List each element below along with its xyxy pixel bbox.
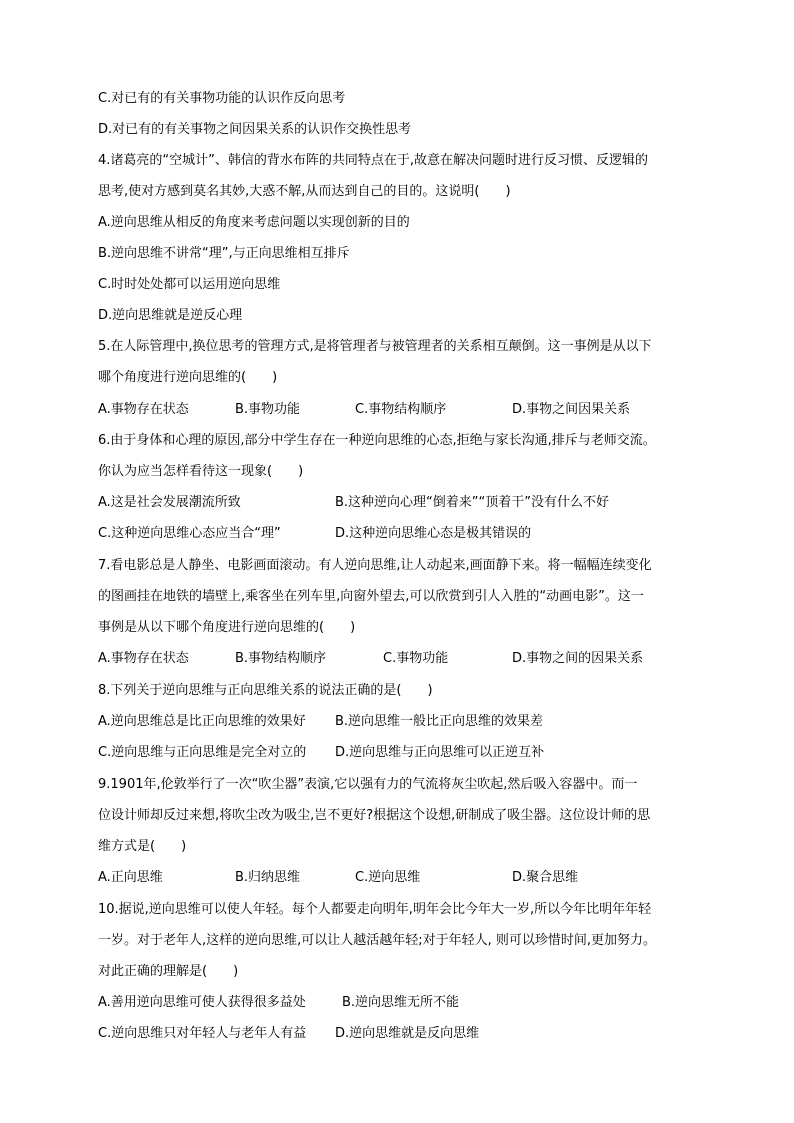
q9-stem-line-3: 维方式是( ) [98,839,187,854]
q7-option-a: A.事物存在状态 [98,651,189,666]
q9-option-d: D.聚合思维 [512,870,579,885]
q10-option-c: C.逆向思维只对年轻人与老年人有益 [98,1026,307,1041]
q6-option-b: B.这种逆向心理“倒着来”“顶着干”没有什么不好 [335,495,609,510]
q6-option-d: D.这种逆向思维心态是极其错误的 [335,526,532,541]
q10-option-d: D.逆向思维就是反向思维 [335,1026,480,1041]
q7-option-d: D.事物之间的因果关系 [512,651,644,666]
q10-stem-line-1: 10.据说,逆向思维可以使人年轻。每个人都要走向明年,明年会比今年大一岁,所以今年比明年年轻 [98,902,652,917]
q10-stem-line-2: 一岁。对于老年人,这样的逆向思维,可以让人越活越年轻;对于年轻人, 则可以珍惜时间,更加努力。 [98,933,657,948]
q8-option-b: B.逆向思维一般比正向思维的效果差 [335,714,544,729]
q5-stem-line-1: 5.在人际管理中,换位思考的管理方式,是将管理者与被管理者的关系相互颠倒。这一事例是从以下 [98,339,652,354]
q5-option-c: C.事物结构顺序 [355,402,447,417]
q6-stem-line-2: 你认为应当怎样看待这一现象( ) [98,464,304,479]
q7-stem-line-2: 的图画挂在地铁的墙壁上,乘客坐在列车里,向窗外望去,可以欣赏到引人入胜的“动画电影”。这一 [98,589,644,604]
q5-stem-line-2: 哪个角度进行逆向思维的( ) [98,370,278,385]
q7-option-b: B.事物结构顺序 [235,651,327,666]
q8-option-c: C.逆向思维与正向思维是完全对立的 [98,745,307,760]
option-d-prev: D.对已有的有关事物之间因果关系的认识作交换性思考 [98,122,412,137]
q4-option-a: A.逆向思维从相反的角度来考虑问题以实现创新的目的 [98,215,410,230]
q10-stem-line-3: 对此正确的理解是( ) [98,964,239,979]
q9-stem-line-1: 9.1901年,伦敦举行了一次“吹尘器”表演,它以强有力的气流将灰尘吹起,然后吸入容器中。而一 [98,777,638,792]
q9-option-a: A.正向思维 [98,870,163,885]
q4-option-c: C.时时处处都可以运用逆向思维 [98,277,281,292]
q6-option-c: C.这种逆向思维心态应当合“理” [98,526,281,541]
q4-stem-line-2: 思考,使对方感到莫名其妙,大惑不解,从而达到自己的目的。这说明( ) [98,184,511,199]
option-c-prev: C.对已有的有关事物功能的认识作反向思考 [98,91,346,106]
q4-option-b: B.逆向思维不讲常“理”,与正向思维相互排斥 [98,246,350,261]
q5-option-a: A.事物存在状态 [98,402,189,417]
q7-stem-line-1: 7.看电影总是人静坐、电影画面滚动。有人逆向思维,让人动起来,画面静下来。将一幅幅连续变化 [98,558,652,573]
q6-option-a: A.这是社会发展潮流所致 [98,495,241,510]
q9-option-b: B.归纳思维 [235,870,301,885]
q7-option-c: C.事物功能 [383,651,449,666]
q7-stem-line-3: 事例是从以下哪个角度进行逆向思维的( ) [98,620,356,635]
q10-option-a: A.善用逆向思维可使人获得很多益处 [98,995,306,1010]
q6-stem-line-1: 6.由于身体和心理的原因,部分中学生存在一种逆向思维的心态,拒绝与家长沟通,排斥与老师交流。 [98,433,656,448]
q8-option-a: A.逆向思维总是比正向思维的效果好 [98,714,306,729]
q9-stem-line-2: 位设计师却反过来想,将吹尘改为吸尘,岂不更好?根据这个设想,研制成了吸尘器。这位设计师的思 [98,808,651,823]
q4-stem-line-1: 4.诸葛亮的“空城计”、韩信的背水布阵的共同特点在于,故意在解决问题时进行反习惯、反逻辑的 [98,153,649,168]
q9-option-c: C.逆向思维 [355,870,421,885]
q5-option-d: D.事物之间因果关系 [512,402,631,417]
q8-option-d: D.逆向思维与正向思维可以正逆互补 [335,745,545,760]
q4-option-d: D.逆向思维就是逆反心理 [98,308,243,323]
q5-option-b: B.事物功能 [235,402,301,417]
q10-option-b: B.逆向思维无所不能 [342,995,460,1010]
q8-stem-line-1: 8.下列关于逆向思维与正向思维关系的说法正确的是( ) [98,683,433,698]
